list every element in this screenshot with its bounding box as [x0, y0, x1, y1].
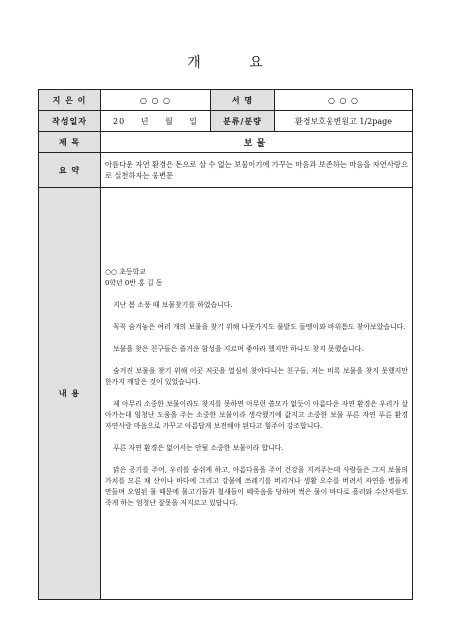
subject-row: [39, 132, 413, 153]
summary-label: 요 약: [39, 153, 101, 188]
content-paragraph: 지난 봄 소풍 때 보물찾기를 하였습니다.: [113, 301, 233, 309]
summary-value: 아름다운 자연 환경은 돈으로 살 수 없는 보물이기에 가꾸는 마음과 보존하는 마음을 자연사랑으로 실천하자는 웅변문: [101, 153, 413, 188]
content-paragraph: 푸른 자연 환경은 없어서는 안될 소중한 보물이라 합니다.: [113, 444, 284, 452]
date-value: 20 년 월 일: [101, 111, 211, 132]
school-name: ○○ 초등학교: [105, 268, 146, 276]
subject-label: 제 목: [39, 132, 101, 153]
author-label: 지 은 이: [39, 90, 101, 111]
content-paragraph: 꼭꼭 숨겨놓은 여러 개의 보물을 찾기 위해 나뭇가지도 풀밭도 돌멩이와 바위틈도 찾아보았습니다.: [113, 323, 406, 331]
content-body: [101, 188, 413, 600]
author-row: [39, 90, 413, 111]
signature-value: ○ ○ ○: [275, 90, 413, 111]
content-paragraph: 숨겨진 보물을 찾기 위해 이곳 저곳을 열심히 찾아다니는 친구들, 저는 비록 보물을 찾지 못했지만 한가지 깨달은 것이 있었습니다.: [105, 367, 408, 386]
content-paragraph: 맑은 공기를 주어, 우리를 숨쉬게 하고, 아름다움을 주어 건강을 지켜주는데 사람들은 그저 보물의 가치를 모른 채 산이나 바다에 그리고 강물에 쓰레기를 버리거나 생활 오수를 버려서 자연을 병들게 만들며 오염된 물 때문에 물고기들과 철새들이 떼죽음을 당하며 썩은 물이 바다로 흘러와 수산자원도 죽게 하는 엄청난 잘못을 저지르고 있답니다.: [105, 466, 408, 507]
author-value: ○ ○ ○: [101, 90, 211, 111]
category-label: 분류/분량: [211, 111, 275, 132]
signature-label: 서 명: [211, 90, 275, 111]
content-row: [39, 188, 413, 600]
summary-form: [38, 89, 413, 600]
content-paragraph: 보물을 찾은 친구들은 즐거운 함성을 지르며 좋아라 했지만 하나도 찾지 못했습니다.: [113, 345, 364, 353]
content-label: 내 용: [39, 188, 101, 600]
category-value: 환경보호웅변원고 1/2page: [275, 111, 413, 132]
student-name: 0학년 0반 홍 길 동: [105, 279, 163, 287]
date-row: [39, 111, 413, 132]
content-paragraph: 제 아무리 소중한 보물이라도 찾지를 못하면 아무런 쓸모가 없듯이 아름다운 자연 환경은 우리가 살아가는데 엄청난 도움을 주는 소중한 보물이라 생각했기에 값지고 소중한 보물 푸른 자연 푸른 환경 자연사랑 마음으로 가꾸고 아름답게 보전해야 된다고 힘주어 강조합니다.: [105, 400, 408, 430]
date-label: 작성일자: [39, 111, 101, 132]
page-title: 개 요: [187, 55, 285, 71]
summary-row: [39, 153, 413, 188]
subject-value: 보물: [101, 132, 413, 153]
